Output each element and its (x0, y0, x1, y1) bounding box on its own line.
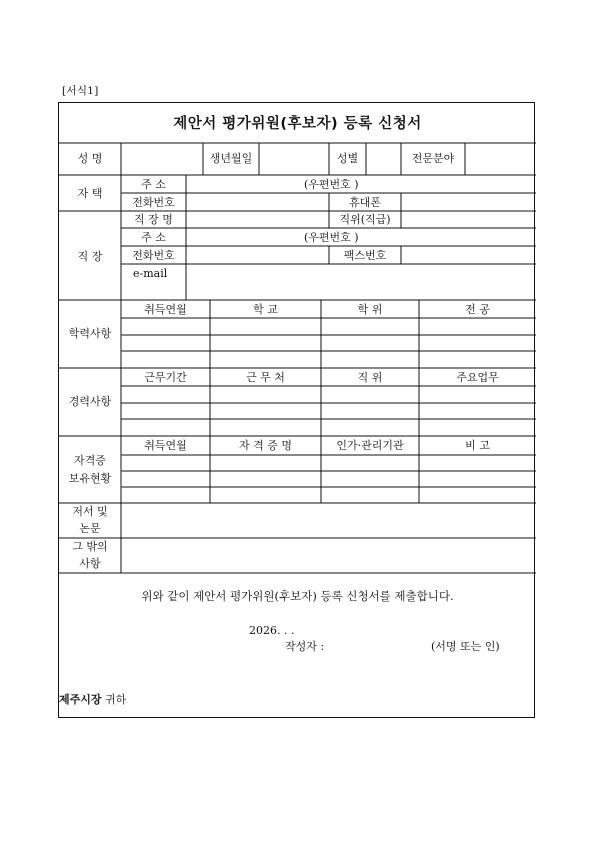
job-position-label: 직위(직급) (339, 213, 391, 226)
home-phone-label: 전화번호 (132, 196, 175, 209)
name-label: 성 명 (77, 152, 103, 165)
workplace-name-label: 직 장 명 (134, 213, 173, 226)
workplace-label: 직 장 (77, 250, 103, 263)
form-title: 제안서 평가위원(후보자) 등록 신청서 (173, 116, 422, 132)
signature-or-seal-label: (서명 또는 인) (431, 640, 500, 653)
specialty-label: 전문분야 (411, 152, 455, 165)
education-label: 학력사항 (68, 327, 112, 340)
birth-date-label: 생년월일 (209, 152, 253, 165)
certificate-header-remarks: 비 고 (465, 439, 490, 452)
mobile-label: 휴대폰 (349, 196, 381, 209)
email-label: e-mail (133, 267, 168, 280)
form-grid-lines (59, 103, 536, 719)
work-address-label: 주 소 (141, 231, 166, 244)
certificate-header-issuer: 인가·관리기관 (336, 439, 404, 452)
recipient-honorific: 귀하 (105, 693, 127, 706)
certificate-header-name: 자 격 증 명 (239, 439, 292, 452)
books-papers-label-line1: 저서 및 (72, 505, 108, 518)
home-postal-code: (우편번호 ) (304, 178, 359, 191)
education-header-school: 학 교 (253, 303, 278, 316)
education-header-major: 전 공 (465, 303, 490, 316)
submission-date: 2026. . . (249, 624, 295, 637)
other-label-line2: 사항 (79, 557, 101, 570)
author-label: 작성자 : (285, 640, 325, 653)
fax-label: 팩스번호 (343, 249, 387, 262)
books-papers-label-line2: 논문 (79, 522, 101, 535)
career-header-position: 직 위 (357, 371, 383, 384)
education-header-date: 취득연월 (144, 303, 187, 316)
work-phone-label: 전화번호 (132, 249, 175, 262)
education-header-degree: 학 위 (357, 303, 383, 316)
career-header-period: 근무기간 (144, 371, 187, 384)
work-postal-code: (우편번호 ) (304, 231, 359, 244)
home-label: 자 택 (77, 187, 103, 200)
certificates-label-line1: 자격증 (74, 454, 106, 467)
form-number-label: [서식1] (62, 85, 99, 97)
career-header-employer: 근 무 처 (246, 371, 285, 384)
recipient-line (59, 694, 126, 705)
career-label: 경력사항 (68, 395, 112, 408)
other-label-line1: 그 밖의 (72, 540, 108, 553)
certificates-label-line2: 보유현황 (68, 472, 112, 485)
declaration-text: 위와 같이 제안서 평가위원(후보자) 등록 신청서를 제출합니다. (141, 589, 454, 603)
career-header-duties: 주요업무 (456, 371, 499, 384)
application-form (58, 102, 535, 718)
recipient-name: 제주시장 (59, 693, 102, 706)
home-address-label: 주 소 (141, 178, 166, 191)
gender-label: 성별 (336, 152, 359, 165)
certificate-header-date: 취득연월 (144, 439, 187, 452)
